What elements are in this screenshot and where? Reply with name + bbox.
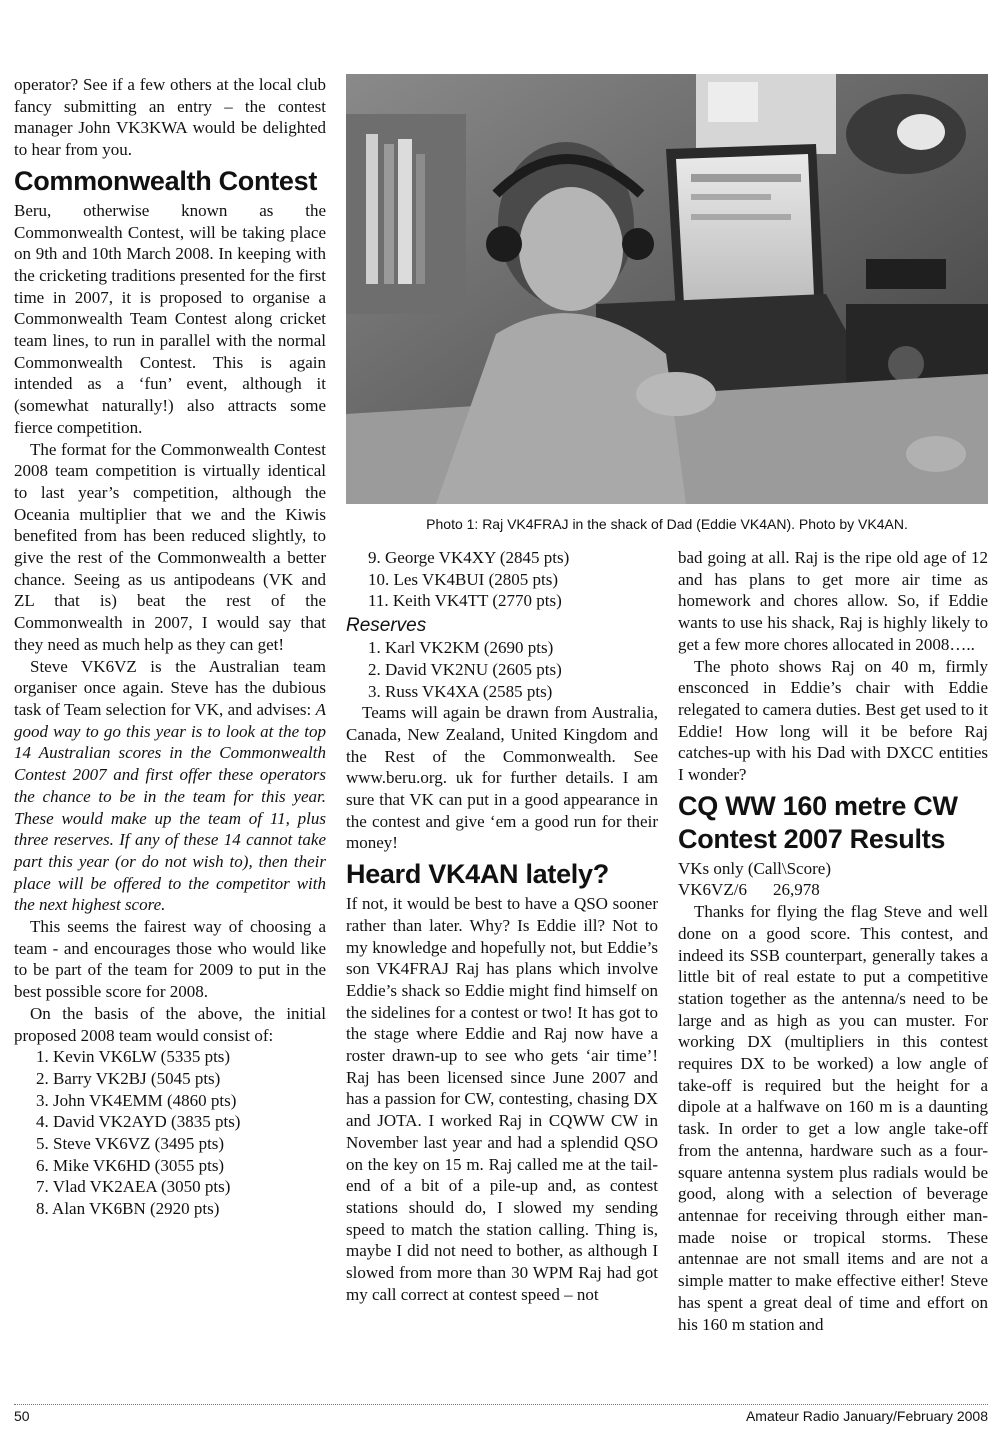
team-list-b — [346, 547, 658, 612]
beru-paragraph: Beru, otherwise known as the Commonwealth Contest, will be taking place on 9th and 10th March 2008. In keeping with the cricketing traditions presented for the first time in 2007, it is proposed to organise a Commonwealth Team Contest along cricket team lines, to run in parallel with the normal Commonwealth Contest. This is again intended as a ‘fun’ event, although it (somewhat naturally!) also attracts some fierce competition. — [14, 200, 326, 437]
list-item: 8. Alan VK6BN (2920 pts) — [36, 1199, 220, 1219]
organiser-paragraph — [14, 656, 326, 916]
reserves-list — [346, 637, 658, 702]
results-row — [678, 879, 988, 901]
list-item: 9. George VK4XY (2845 pts) — [368, 548, 570, 567]
reserves-heading: Reserves — [346, 615, 427, 637]
organiser-lead: Steve VK6VZ is the Australian team organiser once again. Steve has the dubious task of Team selection for VK, and advises: — [14, 656, 326, 719]
teams-paragraph: Teams will again be drawn from Australia, Canada, New Zealand, United Kingdom and the Rest of the Commonwealth. See www.beru.org. uk for further details. I am sure that VK can put in a good appearance in the contest and give ‘em a good run for their money! — [346, 703, 658, 853]
thanks-paragraph: Thanks for flying the flag Steve and well done on a good score. This contest, and indeed its SSB counterpart, generally takes a little bit of real estate to put a competitive station together as the antenna/s need to be large and as high as you can muster. For working DX (multipliers in this contest requires DX to be worked) a low angle of take-off is required but the height for a dipole at a halfwave on 160 m is a daunting task. In order to get a low angle take-off from the antenna, hardware such as a four-square antenna system plus radials would be good, along with a selection of beverage antennae for receiving through either man-made noise or tropical storms. These antennae are not small items and are not a simple matter to make effective either! Steve has spent a great deal of time and effort on his 160 m station and — [678, 902, 988, 1334]
list-item: 10. Les VK4BUI (2805 pts) — [368, 569, 558, 589]
format-paragraph: The format for the Commonwealth Contest 2008 team competition is virtually identical to last year’s competition, although the Oceania multiplier that we and the Kiwis benefited from has been reduced slightly, to give the rest of the Commonwealth a better chance. Seeing as us antipodeans (VK and ZL that is) beat the rest of the Commonwealth in 2007, I would say that they need as much help as they can get! — [14, 439, 326, 654]
photo-illustration — [346, 74, 988, 504]
column-1 — [14, 74, 326, 1220]
photo-caption: Photo 1: Raj VK4FRAJ in the shack of Dad (Eddie VK4AN). Photo by VK4AN. — [426, 516, 908, 532]
list-item: 1. Karl VK2KM (2690 pts) — [368, 638, 554, 658]
footer-rule — [14, 1404, 988, 1405]
list-item: 3. Russ VK4XA (2585 pts) — [368, 681, 553, 701]
qso-paragraph: If not, it would be best to have a QSO sooner rather than later. Why? Is Eddie ill? Not to my knowledge and hopefully not, but Eddie’s son VK4FRAJ Raj has plans which involve Eddie’s shack so Eddie might find himself on the sidelines for a contest or two! It has got to the stage where Eddie and Raj now have a roster drawn-up to see who gets ‘air time’! Raj has been licensed since June 2007 and has a passion for CW, contesting, chasing DX and JOTA. I worked Raj in CQWW CW in November last year and had a splendid QSO on the key on 15 m. Raj called me at the tail-end of a bit of a pile-up and, as contest stations should do, I slowed my sending speed to match the station calling. Thing is, maybe I did not need to bother, as although I slowed from more than 30 WPM Raj had got my call correct at contest speed – not — [346, 894, 658, 1304]
result-score: 26,978 — [772, 880, 820, 900]
basis-paragraph: On the basis of the above, the initial proposed 2008 team would consist of: — [14, 1003, 326, 1045]
list-item: 5. Steve VK6VZ (3495 pts) — [36, 1134, 225, 1154]
list-item: 4. David VK2AYD (3835 pts) — [36, 1112, 241, 1132]
column-2 — [346, 547, 658, 1306]
list-item: 2. David VK2NU (2605 pts) — [368, 659, 562, 679]
list-item: 2. Barry VK2BJ (5045 pts) — [36, 1068, 221, 1088]
page-number: 50 — [14, 1408, 30, 1424]
list-item: 11. Keith VK4TT (2770 pts) — [368, 591, 562, 611]
team-list-a — [14, 1046, 326, 1220]
photo-description-paragraph: The photo shows Raj on 40 m, firmly ensconced in Eddie’s chair with Eddie relegated to camera duties. Best get used to it Eddie! How long will it be before Raj catches-up with his Dad with DXCC entities I wonder? — [678, 656, 988, 785]
publication-title: Amateur Radio January/February 2008 — [745, 1408, 988, 1424]
column-3 — [678, 547, 988, 1335]
heard-vk4an-heading: Heard VK4AN lately? — [346, 859, 609, 890]
results-label: VKs only (Call\Score) — [678, 858, 831, 878]
photo-raj-in-shack — [346, 74, 988, 504]
organiser-quote: A good way to go this year is to look at the top 14 Australian scores in the Commonwealth Contest 2007 and first offer these operators the chance to be in the team for this year. These would make up the team of 11, plus three reserves. If any of these 14 cannot take part this year (or do not wish to), then their place will be offered to the competitor with the next highest score. — [14, 699, 327, 915]
list-item: 6. Mike VK6HD (3055 pts) — [36, 1155, 225, 1175]
commonwealth-heading: Commonwealth Contest — [14, 165, 318, 196]
list-item: 3. John VK4EMM (4860 pts) — [36, 1090, 237, 1110]
fairest-paragraph: This seems the fairest way of choosing a team - and encourages those who would like to be part of the team for 2009 to put in the best possible score for 2008. — [14, 917, 326, 1002]
result-call: VK6VZ/6 — [678, 880, 747, 900]
raj-age-paragraph: bad going at all. Raj is the ripe old age of 12 and has plans to get more air time as homework and chores allow. So, if Eddie wants to use his shack, Raj is highly likely to get a few more chores allocated in 2008….. — [678, 548, 988, 654]
cq-ww-heading: CQ WW 160 metre CW Contest 2007 Results — [678, 790, 958, 854]
intro-paragraph: operator? See if a few others at the local club fancy submitting an entry – the contest manager John VK3KWA would be delighted to hear from you. — [14, 75, 326, 160]
list-item: 1. Kevin VK6LW (5335 pts) — [36, 1047, 231, 1067]
list-item: 7. Vlad VK2AEA (3050 pts) — [36, 1177, 231, 1197]
